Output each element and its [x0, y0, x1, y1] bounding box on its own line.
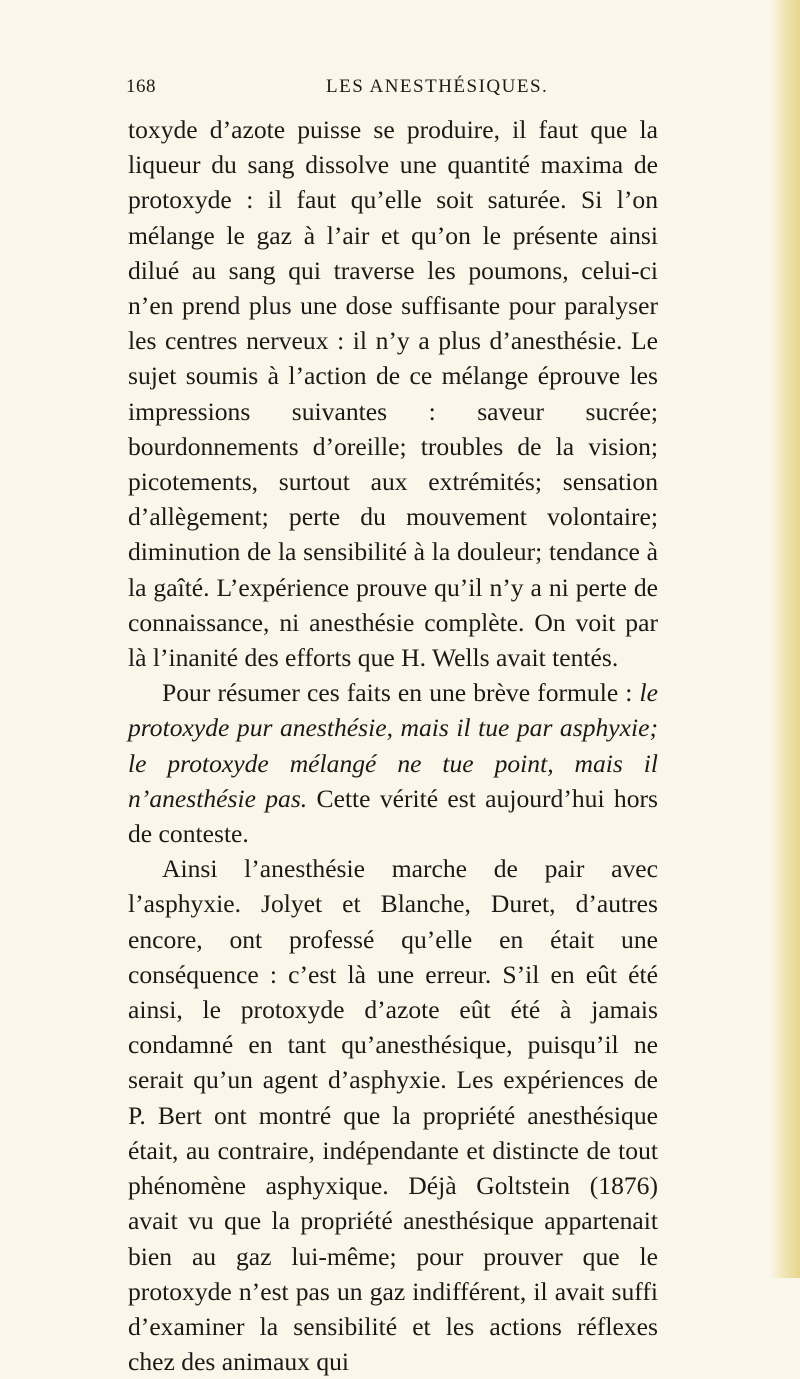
page-number: 168: [126, 76, 156, 97]
paragraph-2-lead: Pour résumer ces faits en une brève formule :: [162, 678, 640, 708]
paragraph-1: toxyde d’azote puisse se produire, il faut que la liqueur du sang dissolve une quantité maxima de protoxyde : il faut qu’elle soit saturée. Si l’on mélange le gaz à l’air et qu’on le présente ainsi dilué au sang qui traverse les poumons, celui-ci n’en prend plus une dose suffisante pour paralyser les centres nerveux : il n’y a plus d’anesthésie. Le sujet soumis à l’action de ce mélange éprouve les impressions suivantes : saveur sucrée; bourdonnements d’oreille; troubles de la vision; picotements, surtout aux extrémités; sensation d’allègement; perte du mouvement volontaire; diminution de la sensibilité à la douleur; tendance à la gaîté. L’expérience prouve qu’il n’y a ni perte de connaissance, ni anesthésie complète. On voit par là l’inanité des efforts que H. Wells avait tentés.: [128, 115, 658, 673]
page-header: [126, 76, 660, 106]
page-edge: [770, 0, 800, 1278]
running-title: LES ANESTHÉSIQUES.: [326, 76, 549, 97]
paragraph-3: Ainsi l’anesthésie marche de pair avec l’asphyxie. Jolyet et Blanche, Duret, d’autres encore, ont professé qu’elle en était une conséquence : c’est là une erreur. S’il en eût été ainsi, le protoxyde d’azote eût été à jamais condamné en tant qu’anesthésique, puisqu’il ne serait qu’un agent d’asphyxie. Les expériences de P. Bert ont montré que la propriété anesthésique était, au contraire, indépendante et distincte de tout phénomène asphyxique. Déjà Goltstein (1876) avait vu que la propriété anesthésique appartenait bien au gaz lui-même; pour prouver que le protoxyde n’est pas un gaz indifférent, il avait suffi d’examiner la sensibilité et les actions réflexes chez des animaux qui: [128, 854, 658, 1377]
paragraph-2: [128, 675, 658, 851]
paragraph-2-tail: Cette vérité est aujourd’hui hors de conteste.: [128, 783, 658, 849]
body-text: [128, 112, 658, 1379]
formula-italic: le protoxyde pur anesthésie, mais il tue par asphyxie; le protoxyde mélangé ne tue point, mais il n’anesthésie pas.: [128, 678, 658, 813]
